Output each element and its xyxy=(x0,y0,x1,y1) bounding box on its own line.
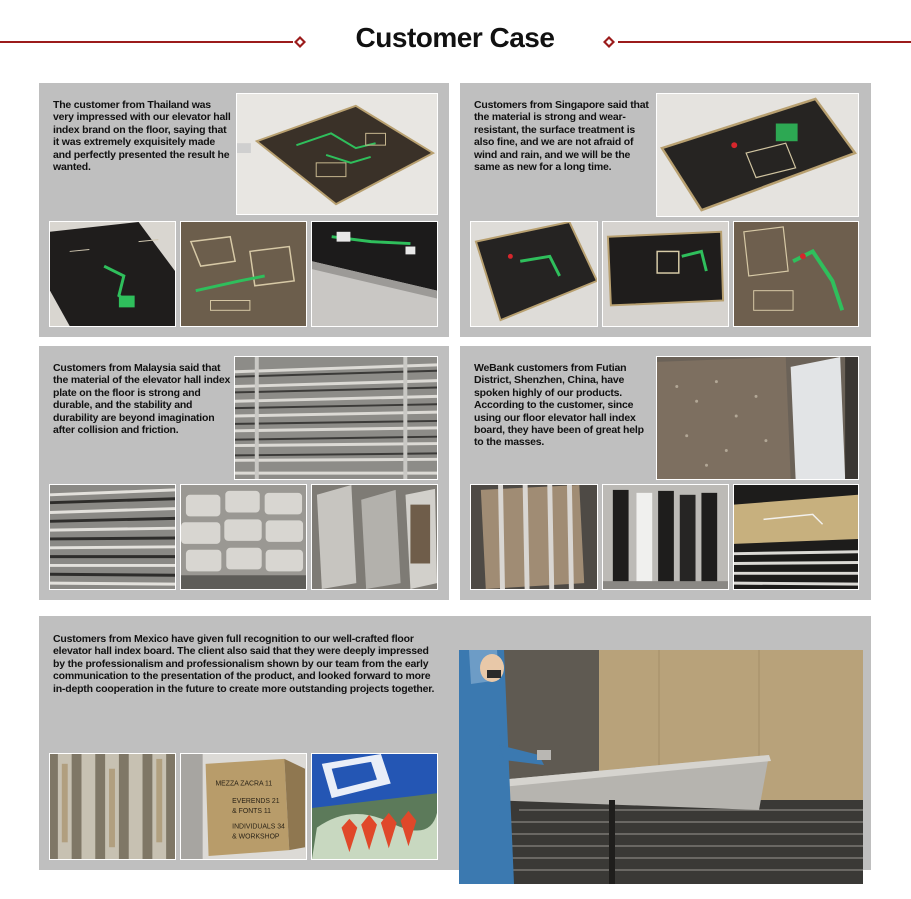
photo-malaysia-2 xyxy=(180,484,307,590)
title-rule-right xyxy=(618,41,911,43)
case-text-mexico: Customers from Mexico have given full recognition to our well-crafted floor elevator hall index board. The client also said that they were deeply impressed by the professionalism and professionalism shown by our team from the early communication to the presentation of the product, and looked forward to more in-depth cooperation in the future to create more outstanding projects together. xyxy=(53,633,435,695)
sign-line-5: & WORKSHOP xyxy=(232,833,280,841)
photo-mexico-3 xyxy=(311,753,438,860)
sign-line-2: EVERENDS 21 xyxy=(232,798,280,806)
sign-line-3: & FONTS 11 xyxy=(232,807,272,815)
photo-singapore-2 xyxy=(602,221,729,327)
case-panel-thailand xyxy=(39,83,449,337)
case-panel-mexico xyxy=(39,616,871,870)
title-rule-left xyxy=(0,41,293,43)
photo-malaysia-main xyxy=(234,356,438,480)
case-panel-malaysia xyxy=(39,346,449,600)
case-text-malaysia: Customers from Malaysia said that the material of the elevator hall index plate on the floor is strong and durable, and the stability and durability are beyond imagination after collision and friction. xyxy=(53,362,231,437)
photo-thailand-main xyxy=(236,93,438,215)
photo-singapore-3 xyxy=(733,221,859,327)
diamond-ornament-right xyxy=(602,35,616,49)
case-text-webank: WeBank customers from Futian District, Shenzhen, China, have spoken highly of our products. According to the customer, since using our floor elevator hall index board, they have been of great help to the masses. xyxy=(474,362,644,449)
title-bar xyxy=(0,18,911,64)
photo-mexico-2 xyxy=(180,753,307,860)
photo-malaysia-1 xyxy=(49,484,176,590)
photo-singapore-1 xyxy=(470,221,598,327)
case-panel-webank xyxy=(460,346,871,600)
photo-webank-1 xyxy=(470,484,598,590)
photo-thailand-2 xyxy=(180,221,307,327)
sign-line-1: MEZZA ZACRA 11 xyxy=(215,780,273,788)
case-text-singapore: Customers from Singapore said that the material is strong and wear-resistant, the surface treatment is also fine, and we are not afraid of wind and rain, and we will be the same as new for a long time. xyxy=(474,99,649,174)
photo-webank-3 xyxy=(733,484,859,590)
photo-webank-main xyxy=(656,356,859,480)
photo-mexico-1 xyxy=(49,753,176,860)
photo-webank-2 xyxy=(602,484,729,590)
photo-mexico-main xyxy=(459,650,863,884)
photo-thailand-3 xyxy=(311,221,438,327)
photo-thailand-1 xyxy=(49,221,176,327)
photo-malaysia-3 xyxy=(311,484,438,590)
page-title: Customer Case xyxy=(355,22,555,53)
diamond-ornament-left xyxy=(293,35,307,49)
sign-line-4: INDIVIDUALS 34 xyxy=(232,823,285,831)
case-panel-singapore xyxy=(460,83,871,337)
case-text-thailand: The customer from Thailand was very impressed with our elevator hall index brand on the floor, saying that it was extremely exquisitely made and perfectly presented the result he wanted. xyxy=(53,99,231,174)
photo-singapore-main xyxy=(656,93,859,217)
